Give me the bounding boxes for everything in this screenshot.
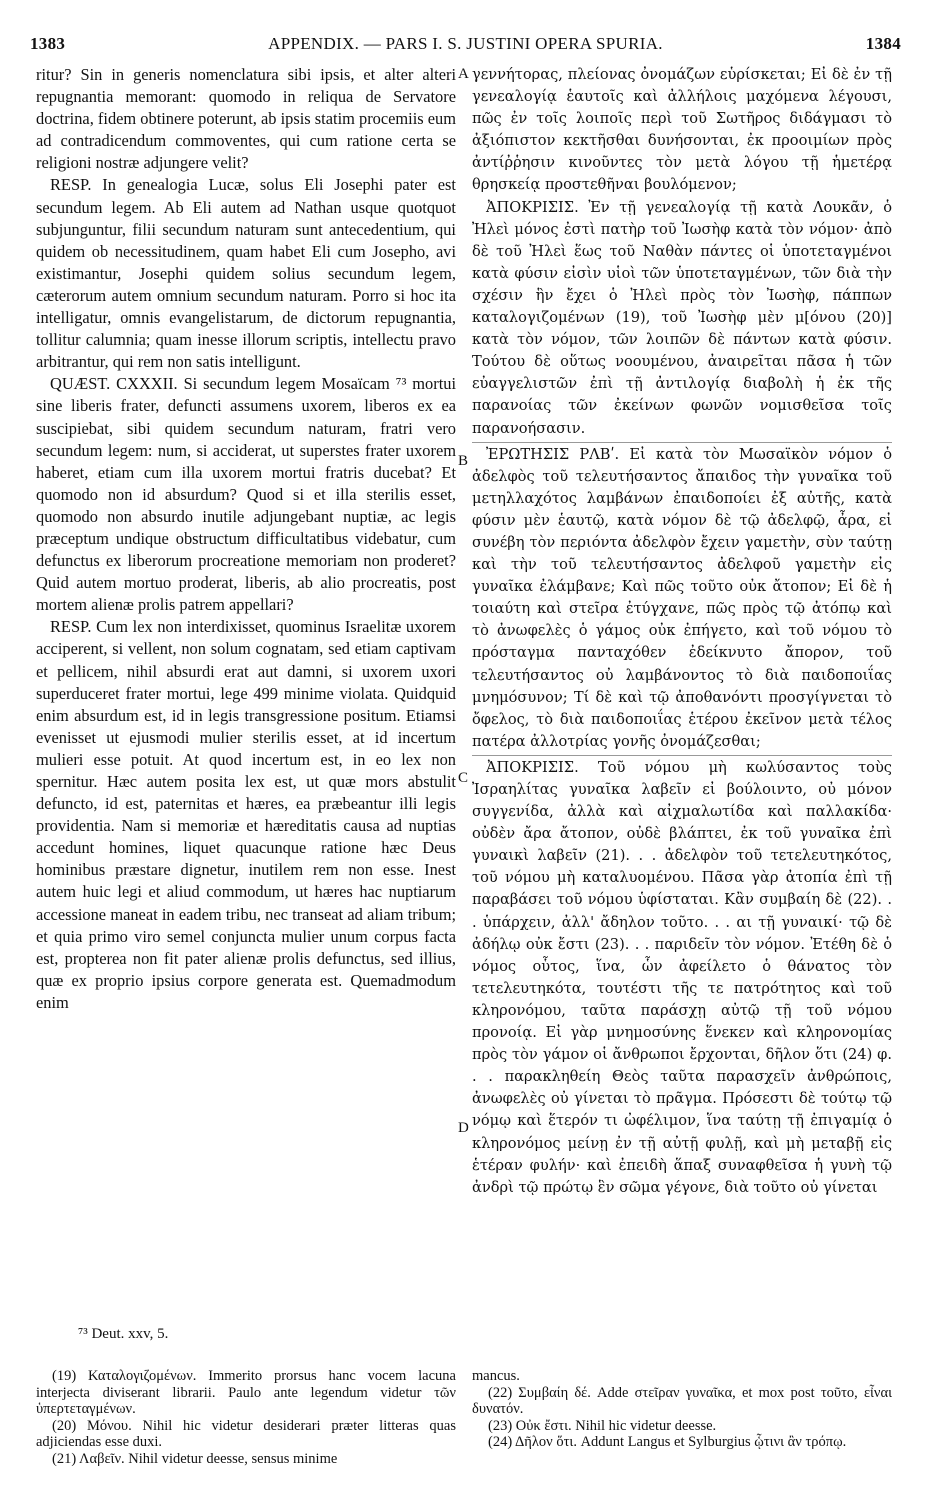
greek-paragraph: ἈΠΟΚΡΙΣΙΣ. Ἐν τῇ γενεαλογίᾳ τῇ κατὰ Λουκᾶν, ὁ Ἠλεὶ μόνος ἐστὶ πατὴρ τοῦ Ἰωσὴφ κατὰ τὸν νόμον· ἀπὸ δὲ τοῦ Ἠλεὶ ἕως τοῦ Ναθὰν πάντες οἱ ὑποτεταγμένοι κατὰ φύσιν εἰσὶν υἱοὶ τῶν ὑποτεταγμένων, τῶν διὰ τὴν σχέσιν ἣν ἔχει ὁ Ἠλεὶ πρὸς τὸν Ἰωσὴφ, πάππων καταλογιζομένων (19), τοῦ Ἰωσὴφ μὲν μ[όνου (20)] κατὰ τὸν νόμον, τῶν λοιπῶν δὲ πάντων κατὰ φύσιν. Τούτου δὲ οὕτως νοουμένου, ἀναιρεῖται πᾶσα ἡ τῶν εὐαγγελιστῶν ἐπὶ τῇ ἀντιλογίᾳ διαβολὴ ἡ ἐκ τῆς παρανοίας τῶν ἐκείνων φωνῶν νομισθεῖσα τοῖς παρανοήσασιν. bbox=[472, 198, 892, 437]
critical-note: (19) Καταλογιζομένων. Immerito prorsus hanc vocem lacuna interjecta diviserant librarii. Paulo ante legendum videtur τῶν ὑπερτεταγμένων. bbox=[36, 1368, 456, 1418]
greek-paragraph: γεννήτορας, πλείονας ὀνομάζων εὑρίσκεται; Εἰ δὲ ἐν τῇ γενεαλογίᾳ ἑαυτοῖς καὶ ἀλλήλοις μαχόμενα λέγουσι, πῶς ἐν τοῖς λοιποῖς περὶ τοῦ Σωτῆρος διδάγμασι τὸ ἀξιόπιστον κεκτῆσθαι δυνήσονται, ἐκ προοιμίων πρὸς ἀντίῤῥησιν κινοῦντες τὸν μετὰ λόγου τῇ ἡμετέρᾳ θρησκείᾳ προστεθῆναι βουλόμενον; bbox=[472, 66, 892, 194]
page-number-right: 1384 bbox=[865, 34, 901, 53]
critical-note: mancus. bbox=[472, 1368, 520, 1384]
latin-paragraph: RESP. In genealogia Lucæ, solus Eli Josephi pater est secundum legem. Ab Eli autem ad Nathan usque quotquot subjunguntur, filii secundum naturam sunt antecedentium, qui quidem ob necessitudinem, quam habet Eli cum Josepho, avi existimantur, Josephi quidem solius secundum legem, cæterorum autem omnium secundum naturam. Porro si hoc ita intelligatur, omnis evangelistarum, de dictorum repugnantia, tollitur calumnia; quam inesse illorum scriptis, intellectu pravo arbitrantur, qui rem non satis intelligunt. bbox=[36, 175, 456, 372]
critical-note: (20) Μόνου. Nihil hic videtur desiderari præter litteras quas adjiciendas esse duxi. bbox=[36, 1417, 456, 1451]
margin-marker-c: C bbox=[458, 770, 469, 786]
greek-column bbox=[472, 64, 892, 1199]
latin-paragraph: ritur? Sin in generis nomenclatura sibi ipsis, et alter alteri repugnantia memorant: quomodo in reliqua de Servatore doctrina, fidem obtinere poterunt, ab ipsis statim procemiis eum ad contradicendum commoventes, qui cum ratione certa se religioni nostræ adjungere velit? bbox=[36, 65, 456, 173]
page-header bbox=[30, 34, 901, 58]
greek-paragraph: ἘΡΩΤΗΣΙΣ ΡΛΒʹ. Εἰ κατὰ τὸν Μωσαϊκὸν νόμον ὁ ἀδελφὸς τοῦ τελευτήσαντος ἄπαιδος τὴν γυναῖκα τοῦ μετηλλαχότος λαμβάνων ἐπαιδοποίει ἐξ αὐτῆς, κατὰ φύσιν μὲν ἑαυτῷ, κατὰ νόμον δὲ τῷ ἀδελφῷ, ἆρα, εἰ συνέβη τὸν περιόντα ἀδελφὸν ἔχειν γαμετὴν, σὺν ταύτῃ καὶ τὴν τοῦ τελευτήσαντος ἀδελφοῦ γαμετὴν εἰς γυναῖκα ἐλάμβανε; Καὶ πῶς τοῦτο οὐκ ἄτοπον; Εἰ δὲ ἡ τοιαύτη καὶ στεῖρα ἐτύγχανε, πῶς πρὸς τῷ ἀτόπῳ καὶ τὸ ἀνωφελὲς ὁ γάμος οὐκ ἐπήγετο, καὶ τοῦ νόμου τὸ πρόσταγμα πανταχόθεν ἐδείκνυτο ἄπορον, τοῦ τελευτήσαντος οὐ λαμβάνοντος τὸ διὰ παιδοποιΐας μνημόσυνον; Τί δὲ καὶ τῷ ἀποθανόντι προσγίγνεται τὸ ὄφελος, τὸ διὰ παιδοποιΐας ἑτέρου ἐκεῖνον μετὰ τέλος πατέρα ἀλλοτρίας γονῆς ὀνομάζεσθαι; bbox=[472, 442, 892, 753]
critical-note: (21) Λαβεῖν. Nihil videtur deesse, sensus minime bbox=[52, 1450, 338, 1467]
margin-marker-d: D bbox=[458, 1120, 469, 1136]
critical-note: (23) Οὐκ ἔστι. Nihil hic videtur deesse. bbox=[488, 1417, 717, 1434]
critical-notes-right bbox=[472, 1368, 892, 1451]
margin-marker-b: B bbox=[458, 453, 469, 469]
scripture-footnote: ⁷³ Deut. xxv, 5. bbox=[78, 1326, 169, 1342]
running-title: APPENDIX. — PARS I. S. JUSTINI OPERA SPURIA. bbox=[268, 34, 663, 53]
critical-notes-left bbox=[36, 1368, 456, 1468]
critical-note: (24) Δῆλον ὅτι. Addunt Langus et Sylburgius ᾧτινι ἂν τρόπῳ. bbox=[488, 1434, 847, 1451]
page-number-left: 1383 bbox=[30, 34, 66, 53]
critical-note: (22) Συμβαίη δέ. Adde στεῖραν γυναῖκα, et mox post τοῦτο, εἶναι δυνατόν. bbox=[472, 1384, 892, 1418]
latin-column bbox=[36, 64, 456, 1014]
latin-paragraph: RESP. Cum lex non interdixisset, quominus Israelitæ uxorem acciperent, si vellent, non solum cognatam, sed etiam captivam et pellicem, nihil absurdi erat aut damni, si uxorem uxori superduceret frater mortui, lege 499 minime violata. Quidquid enim absurdum est, id in legis transgressione positum. Etiamsi evenisset ut ejusmodi mulier sterilis esset, at id incertum mulieri esse potuit. At quod incertum est, in eo lex non spernitur. Hæc autem posita lex est, ut quæ mors abstulit defuncto, id est, paternitas et hæres, ea præbeantur illi legis providentia. Nam si memoriæ et hæreditatis causa ad nuptias accedunt homines, liquet quacunque ratione hæc Deus hominibus præstare dignetur, inutilem rem non esse. Inest autem huic legi et aliud commodum, ut hæres hac nuptiarum accessione maneat in eadem tribu, nec transeat ad aliam tribum; et quia primo viro semel conjuncta mulier unum corpus facta est, propterea non fit pater alienæ prolis defunctus, sed illius, quæ ex proprio ipsius corpore generata est. Quemadmodum enim bbox=[36, 617, 456, 1012]
greek-paragraph: ἈΠΟΚΡΙΣΙΣ. Τοῦ νόμου μὴ κωλύσαντος τοὺς Ἰσραηλίτας γυναῖκα λαβεῖν εἰ βούλοιντο, οὐ μόνον συγγενίδα, ἀλλὰ καὶ αἰχμαλωτίδα καὶ παλλακίδα· οὐδὲν ἄρα ἄτοπον, οὐδὲ βλάπτει, ἐκ τοῦ γυναῖκα ἐπὶ γυναικὶ λαβεῖν (21). . . ἀδελφὸν τοῦ τετελευτηκότος, τοῦ νόμου μὴ καταλυομένου. Πᾶσα γὰρ ἀτοπία ἐπὶ τῇ παραβάσει τοῦ νόμου ὑφίσταται. Κἂν συμβαίη δὲ (22). . . ὑπάρχειν, ἀλλ' ἄδηλον τοῦτο. . . αι τῇ γυναικί· τῷ δὲ ἀδήλῳ οὐκ ἔστι (23). . . παριδεῖν τὸν νόμον. Ἐτέθη δὲ ὁ νόμος οὗτος, ἵνα, ὧν ἀφείλετο ὁ θάνατος τὸν τετελευτηκότα, τουτέστι τῆς τε πατρότητος καὶ τοῦ κληρονόμου, ταῦτα παράσχῃ αὐτῷ τῇ τοῦ νόμου προνοίᾳ. Εἰ γὰρ μνημοσύνης ἕνεκεν καὶ κληρονομίας πρὸς τὸν γάμον οἱ ἄνθρωποι ἔρχονται, δῆλον ὅτι (24) φ. . . παρακληθείη Θεὸς ταῦτα παρασχεῖν ἀνθρώποις, ἀνωφελὲς οὐ γίνεται τὸ πρᾶγμα. Πρόσεστι δὲ τούτῳ τῷ νόμῳ καὶ ἕτερόν τι ὠφέλιμον, ἵνα ταύτῃ τῇ ἐπιγαμίᾳ ὁ κληρονόμος μείνῃ ἐν τῇ αὐτῇ φυλῇ, καὶ μὴ μεταβῇ εἰς ἑτέραν φυλήν· καὶ ἐπειδὴ ἅπαξ συναφθεῖσα ἡ γυνὴ τῷ ἀνδρὶ τῷ πρώτῳ ἓν σῶμα γέγονε, διὰ τοῦτο οὐ γίνεται bbox=[472, 755, 892, 1199]
latin-paragraph: QUÆST. CXXXII. Si secundum legem Mosaïcam ⁷³ mortui sine liberis frater, defuncti assumens uxorem, liberos ex ea suscipiebat, sibi quidem secundum naturam, fratri vero secundum legem: num, si acciderat, ut superstes frater uxorem haberet, etiam cum illa uxorem mortui fratris ducebat? Et quomodo non id absurdum? Quod si et illa sterilis esset, quomodo non absurdo inutile adjungebant nuptiæ, ac legis præceptum undique obstructum difficultatibus videbatur, cum defunctus ex liberorum procreatione memoriam non proderet? Quid autem mortuo proderat, liberis, ab alio procreatis, post mortem alienæ prolis patrem appellari? bbox=[36, 374, 456, 615]
margin-marker-a: A bbox=[458, 66, 469, 82]
